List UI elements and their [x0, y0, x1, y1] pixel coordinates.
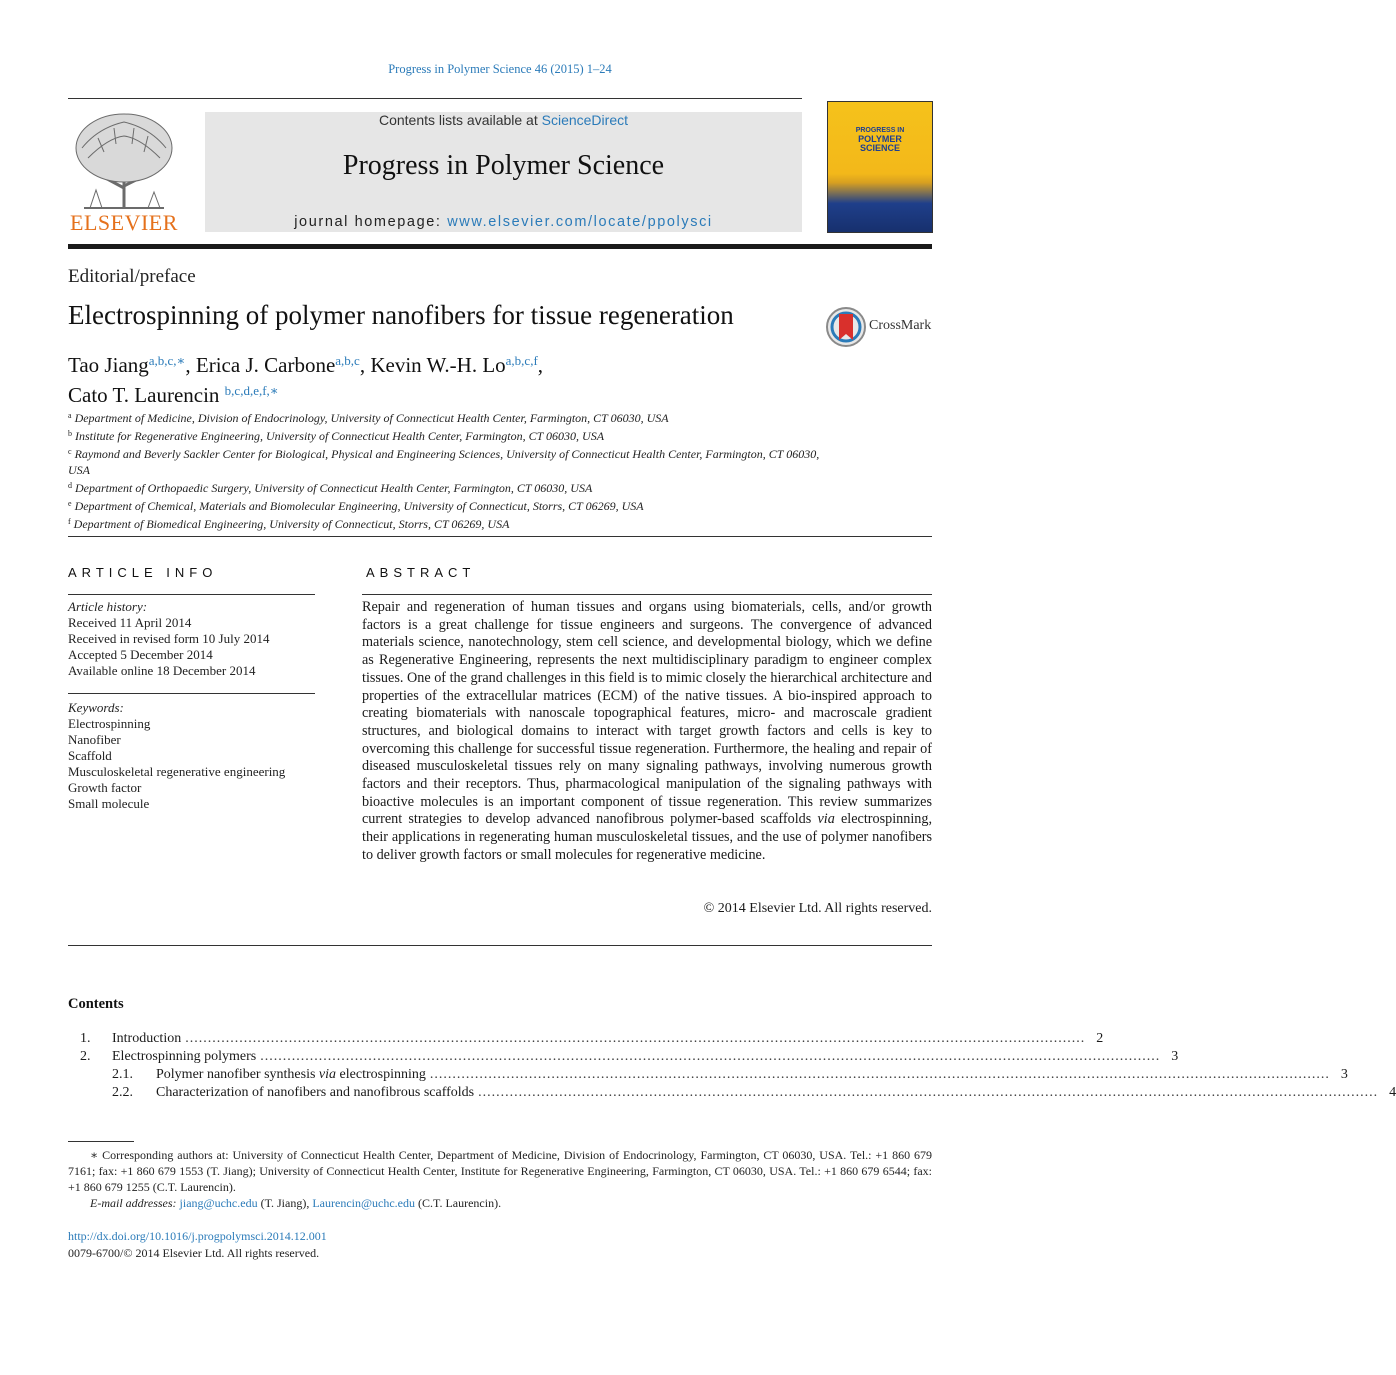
affiliation-text: Department of Orthopaedic Surgery, University of Connecticut Health Center, Farmington, CT 06030, USA — [75, 481, 593, 495]
corresponding-author-footnote: ∗ Corresponding authors at: University of Connecticut Health Center, Department of Medicine, Division of Endocrinology, Farmington, CT 06030, USA. Tel.: +1 860 679 7161; fax: +1 860 679 1553 (T. Jiang); University of Connecticut Health Center, Institute for Regenerative Engineering, Farmington, CT 06030, USA. Tel.: +1 860 679 6544; fax: +1 860 679 1255 (C.T. Laurencin). — [68, 1148, 932, 1194]
toc-number: 2.1. — [112, 1067, 133, 1082]
affiliation-text: Department of Chemical, Materials and Biomolecular Engineering, University of Connecticut, Storrs, CT 06269, USA — [74, 499, 644, 513]
affiliation-text: Institute for Regenerative Engineering, University of Connecticut Health Center, Farmington, CT 06030, USA — [75, 429, 605, 443]
affiliation-item — [68, 496, 828, 514]
author-name[interactable]: Cato T. Laurencin — [68, 383, 220, 407]
sciencedirect-link[interactable]: ScienceDirect — [541, 112, 628, 128]
email-link[interactable]: jiang@uchc.edu — [179, 1196, 258, 1210]
homepage-link[interactable]: www.elsevier.com/locate/ppolysci — [447, 214, 713, 230]
footnote-rule — [68, 1141, 134, 1142]
affiliation-key: d — [68, 481, 72, 490]
toc-number: 2. — [80, 1049, 91, 1064]
journal-cover-image[interactable] — [827, 101, 933, 233]
toc-leader-dots: ........................................................................................................................................................................................................ — [185, 1031, 1086, 1046]
author-name[interactable]: Kevin W.-H. Lo — [370, 353, 506, 377]
toc-entry[interactable] — [68, 1049, 1179, 1067]
doi-link[interactable]: http://dx.doi.org/10.1016/j.progpolymsci.2014.12.001 — [68, 1229, 327, 1243]
cover-title-line: SCIENCE — [859, 143, 900, 153]
article-info-heading: ARTICLE INFO — [68, 565, 218, 580]
email-owner: (T. Jiang), — [257, 1196, 313, 1210]
abstract-end-rule — [68, 945, 932, 946]
keyword-item: Small molecule — [68, 796, 150, 811]
keywords-label: Keywords: — [68, 700, 124, 715]
journal-citation[interactable]: Progress in Polymer Science 46 (2015) 1–24 — [388, 62, 612, 76]
masthead-rule — [68, 244, 932, 249]
toc-page[interactable]: 4 — [1389, 1085, 1396, 1100]
abstract-rule — [362, 594, 932, 595]
history-item: Received 11 April 2014 — [68, 615, 192, 630]
affiliation-text: Raymond and Beverly Sackler Center for Biological, Physical and Engineering Sciences, University of Connecticut Health Center, Farmington, CT 06030, USA — [68, 447, 820, 477]
keyword-item: Scaffold — [68, 748, 112, 763]
author-separator: , — [537, 353, 544, 377]
affiliation-key: f — [68, 517, 71, 526]
toc-page[interactable]: 3 — [1340, 1067, 1348, 1082]
history-label: Article history: — [68, 599, 148, 614]
section-rule — [68, 536, 932, 537]
author-affiliation-marks[interactable]: a,b,c,∗ — [148, 353, 186, 368]
toc-label-italic: via — [318, 1067, 337, 1082]
contents-heading: Contents — [68, 996, 124, 1012]
affiliation-list — [68, 408, 828, 532]
section-label: Editorial/preface — [68, 266, 196, 287]
journal-homepage — [205, 214, 802, 230]
affiliation-item — [68, 514, 828, 532]
toc-leader-dots: ........................................................................................................................................................................................................ — [478, 1085, 1379, 1100]
keyword-item: Musculoskeletal regenerative engineering — [68, 764, 286, 779]
toc-number: 2.2. — [112, 1085, 133, 1100]
article-info-rule — [68, 594, 315, 595]
author-affiliation-marks[interactable]: a,b,c,f — [505, 353, 538, 368]
toc-number: 1. — [80, 1031, 91, 1046]
author-name[interactable]: Tao Jiang — [68, 353, 149, 377]
abstract-heading: ABSTRACT — [366, 565, 476, 580]
affiliation-key: a — [68, 411, 72, 420]
history-item: Accepted 5 December 2014 — [68, 647, 213, 662]
toc-page[interactable]: 2 — [1096, 1031, 1104, 1046]
author-separator: , — [185, 353, 196, 377]
email-owner: (C.T. Laurencin). — [415, 1196, 502, 1210]
crossmark-icon[interactable] — [825, 306, 867, 348]
toc-label[interactable] — [156, 1067, 426, 1083]
keyword-item: Electrospinning — [68, 716, 151, 731]
toc-entry[interactable] — [68, 1031, 1104, 1049]
toc-label[interactable]: Electrospinning polymers — [112, 1049, 257, 1064]
affiliation-text: Department of Biomedical Engineering, University of Connecticut, Storrs, CT 06269, USA — [73, 517, 510, 531]
affiliation-item — [68, 408, 828, 426]
affiliation-item — [68, 444, 828, 478]
affiliation-text: Department of Medicine, Division of Endocrinology, University of Connecticut Health Center, Farmington, CT 06030, USA — [74, 411, 669, 425]
affiliation-item — [68, 478, 828, 496]
contents-prefix: Contents lists available at — [378, 112, 542, 128]
author-name[interactable]: Erica J. Carbone — [195, 353, 336, 377]
abstract-body — [362, 599, 932, 865]
toc-label[interactable]: Characterization of nanofibers and nanofibrous scaffolds — [156, 1085, 475, 1100]
cover-title — [827, 126, 933, 153]
toc-page[interactable]: 3 — [1171, 1049, 1179, 1064]
toc-label-part: Polymer nanofiber synthesis — [156, 1067, 319, 1082]
affiliation-item — [68, 426, 828, 444]
abstract-text: Repair and regeneration of human tissues and organs using biomaterials, cells, and/or growth factors is a great challenge for tissue engineers and surgeons. The convergence of advanced materials science, nanotechnology, stem cell science, and developmental biology, which we define as Regenerative Engineering, represents the next multidisciplinary paradigm to engineer complex tissues. One of the grand challenges in this field is to mimic closely the hierarchical architecture and properties of the extracellular matrices (ECM) of the native tissues. A bio-inspired approach to creating biomaterials with nanoscale topographical features, micro- and macroscale gradient structures, and biological domains to interact with target growth factors and cells is key to overcoming this challenge for successful tissue regeneration. Furthermore, the healing and repair of diseased musculoskeletal tissues rely on many signaling pathways, involving numerous growth factors and their receptors. Thus, pharmacological manipulation of the signaling pathways with bioactive molecules is an important component of tissue regeneration. This review summarizes current strategies to develop advanced nanofibrous polymer-based scaffolds — [362, 599, 932, 828]
toc-label[interactable]: Introduction — [112, 1031, 182, 1046]
history-item: Received in revised form 10 July 2014 — [68, 631, 270, 646]
keywords-list — [68, 700, 315, 812]
author-separator: , — [359, 353, 371, 377]
email-addresses — [90, 1196, 930, 1211]
contents-availability — [205, 112, 802, 128]
elsevier-wordmark: ELSEVIER — [70, 210, 178, 235]
abstract-text: electrospinning, their applications in regenerating human musculoskeletal tissues, and the use of polymer nanofibers to deliver growth factors or small molecules for regenerative medicine. — [362, 811, 933, 863]
homepage-prefix: journal homepage: — [294, 214, 448, 230]
cover-title-line: POLYMER — [858, 134, 902, 144]
email-label: E-mail addresses: — [90, 1196, 177, 1210]
toc-leader-dots: ........................................................................................................................................................................................................ — [260, 1049, 1161, 1064]
keyword-item: Nanofiber — [68, 732, 121, 747]
history-item: Available online 18 December 2014 — [68, 663, 256, 678]
toc-leader-dots: ........................................................................................................................................................................................................ — [429, 1067, 1330, 1082]
author-list — [68, 348, 828, 408]
crossmark-label[interactable]: CrossMark — [869, 318, 932, 333]
affiliation-key: b — [68, 429, 72, 438]
author-affiliation-marks[interactable]: b,c,d,e,f,∗ — [224, 383, 279, 398]
journal-title: Progress in Polymer Science — [342, 150, 665, 181]
affiliation-key: e — [68, 499, 72, 508]
header-rule — [68, 98, 802, 99]
abstract-copyright: © 2014 Elsevier Ltd. All rights reserved. — [703, 901, 932, 916]
affiliation-key: c — [68, 447, 72, 456]
article-history — [68, 599, 315, 679]
keywords-rule — [68, 693, 315, 694]
issn-copyright: 0079-6700/© 2014 Elsevier Ltd. All rights reserved. — [68, 1246, 320, 1260]
cover-title-line: PROGRESS IN — [855, 127, 905, 134]
abstract-text-italic: via — [817, 811, 835, 828]
email-link[interactable]: Laurencin@uchc.edu — [312, 1196, 416, 1210]
keyword-item: Growth factor — [68, 780, 142, 795]
toc-entry[interactable] — [68, 1085, 1396, 1103]
author-affiliation-marks[interactable]: a,b,c — [335, 353, 360, 368]
article-title: Electrospinning of polymer nanofibers for tissue regeneration — [68, 300, 734, 330]
toc-entry[interactable] — [68, 1067, 1348, 1085]
toc-label-part: electrospinning — [336, 1067, 426, 1082]
